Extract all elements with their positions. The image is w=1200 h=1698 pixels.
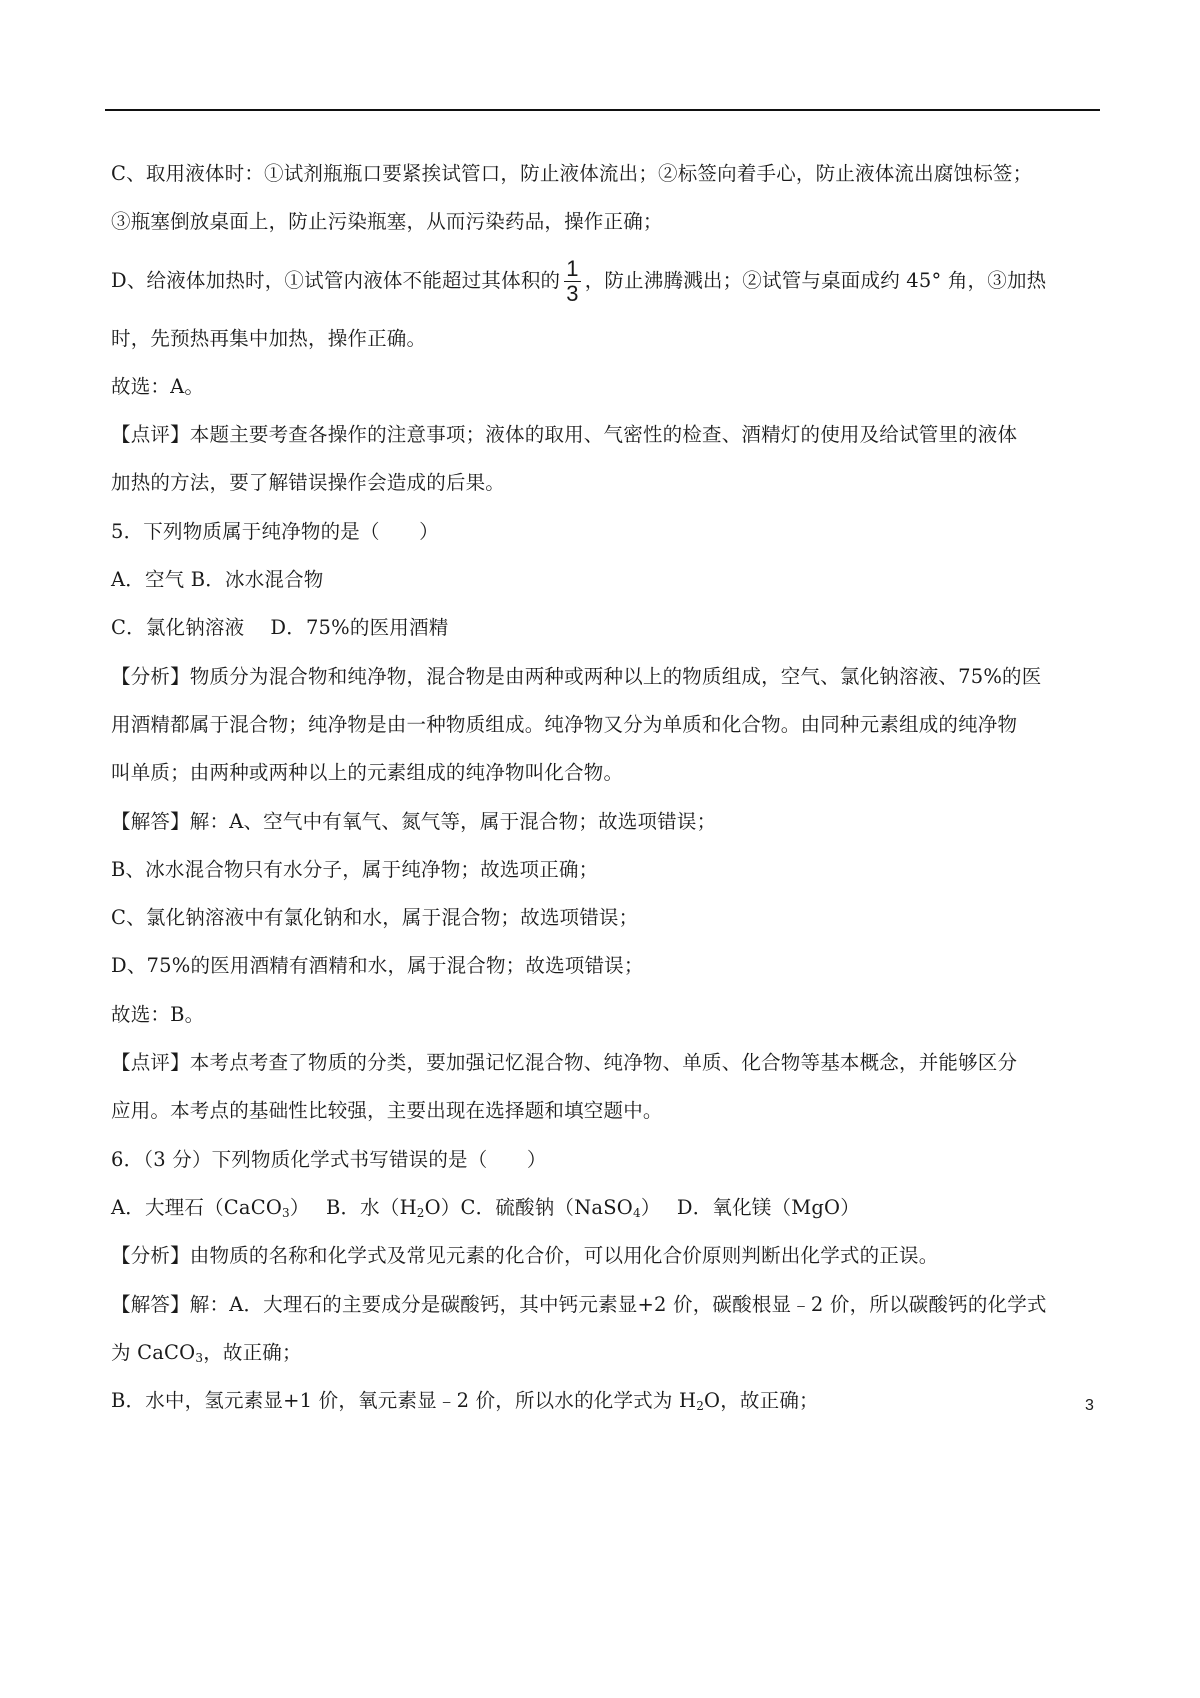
text-line: 【分析】由物质的名称和化学式及常见元素的化合价，可以用化合价原则判断出化学式的正误。 xyxy=(111,1244,939,1268)
text-line: ③瓶塞倒放桌面上，防止污染瓶塞，从而污染药品，操作正确； xyxy=(111,210,663,234)
question-6: 6．（3 分）下列物质化学式书写错误的是（ ） xyxy=(111,1147,547,1171)
text-line: 故选：A。 xyxy=(111,374,205,398)
text-line: 应用。本考点的基础性比较强，主要出现在选择题和填空题中。 xyxy=(111,1099,663,1123)
text-segment: A．大理石（CaCO xyxy=(111,1195,283,1219)
text-line: 时，先预热再集中加热，操作正确。 xyxy=(111,326,427,350)
page-number: 3 xyxy=(1085,1397,1094,1414)
document-body xyxy=(111,150,1099,1425)
text-segment: ，防止沸腾溅出；②试管与桌面成约 45° 角，③加热 xyxy=(584,268,1047,292)
option-line: C．氯化钠溶液 D．75%的医用酒精 xyxy=(111,616,449,640)
text-line xyxy=(111,1377,1099,1425)
text-line: 【解答】解：A、空气中有氧气、氮气等，属于混合物；故选项错误； xyxy=(111,809,717,833)
text-line xyxy=(111,1329,1099,1377)
fraction xyxy=(564,255,580,306)
text-line: 用酒精都属于混合物；纯净物是由一种物质组成。纯净物又分为单质和化合物。由同种元素组成的纯净物 xyxy=(111,712,1018,736)
option-line xyxy=(111,1184,1099,1232)
subscript: 3 xyxy=(282,1205,290,1220)
subscript: 2 xyxy=(696,1399,705,1414)
fraction-denominator: 3 xyxy=(566,280,579,306)
text-segment: O）C．硫酸钠（NaSO xyxy=(424,1195,633,1219)
text-segment: D、给液体加热时，①试管内液体不能超过其体积的 xyxy=(111,268,561,292)
option-line: A．空气 B．冰水混合物 xyxy=(111,568,324,592)
text-line: 【点评】本考点考查了物质的分类，要加强记忆混合物、纯净物、单质、化合物等基本概念，并能够区分 xyxy=(111,1051,1018,1075)
text-line: 叫单质；由两种或两种以上的元素组成的纯净物叫化合物。 xyxy=(111,761,624,785)
text-line: C、取用液体时：①试剂瓶瓶口要紧挨试管口，防止液体流出；②标签向着手心，防止液体流出腐蚀标签； xyxy=(111,162,1033,185)
text-line-with-fraction xyxy=(111,247,1099,315)
header-rule xyxy=(105,109,1100,111)
text-segment: ，故正确； xyxy=(203,1340,302,1364)
text-line: 【解答】解：A．大理石的主要成分是碳酸钙，其中钙元素显+2 价，碳酸根显﹣2 价，所以碳酸钙的化学式 xyxy=(111,1292,1047,1316)
text-segment: B．水中，氢元素显+1 价，氧元素显﹣2 价，所以水的化学式为 H xyxy=(111,1389,697,1413)
subscript: 3 xyxy=(195,1350,204,1365)
text-line: 【点评】本题主要考查各操作的注意事项；液体的取用、气密性的检查、酒精灯的使用及给试管里的液体 xyxy=(111,423,1018,447)
text-segment: ） D．氧化镁（MgO） xyxy=(640,1195,860,1219)
question-5: 5．下列物质属于纯净物的是（ ） xyxy=(111,519,439,543)
text-line: 加热的方法，要了解错误操作会造成的后果。 xyxy=(111,471,506,495)
text-line: C、氯化钠溶液中有氯化钠和水，属于混合物；故选项错误； xyxy=(111,906,639,930)
subscript: 4 xyxy=(632,1205,641,1220)
fraction-numerator: 1 xyxy=(566,255,579,281)
text-line: 故选：B。 xyxy=(111,1002,205,1026)
text-segment: ） B．水（H xyxy=(289,1195,417,1219)
text-line: B、冰水混合物只有水分子，属于纯净物；故选项正确； xyxy=(111,857,599,881)
text-line: D、75%的医用酒精有酒精和水，属于混合物；故选项错误； xyxy=(111,954,644,978)
text-segment: 为 CaCO xyxy=(111,1340,196,1364)
text-line: 【分析】物质分为混合物和纯净物，混合物是由两种或两种以上的物质组成，空气、氯化钠溶液、75%的医 xyxy=(111,664,1042,688)
subscript: 2 xyxy=(416,1205,425,1220)
text-segment: O，故正确； xyxy=(704,1389,819,1413)
